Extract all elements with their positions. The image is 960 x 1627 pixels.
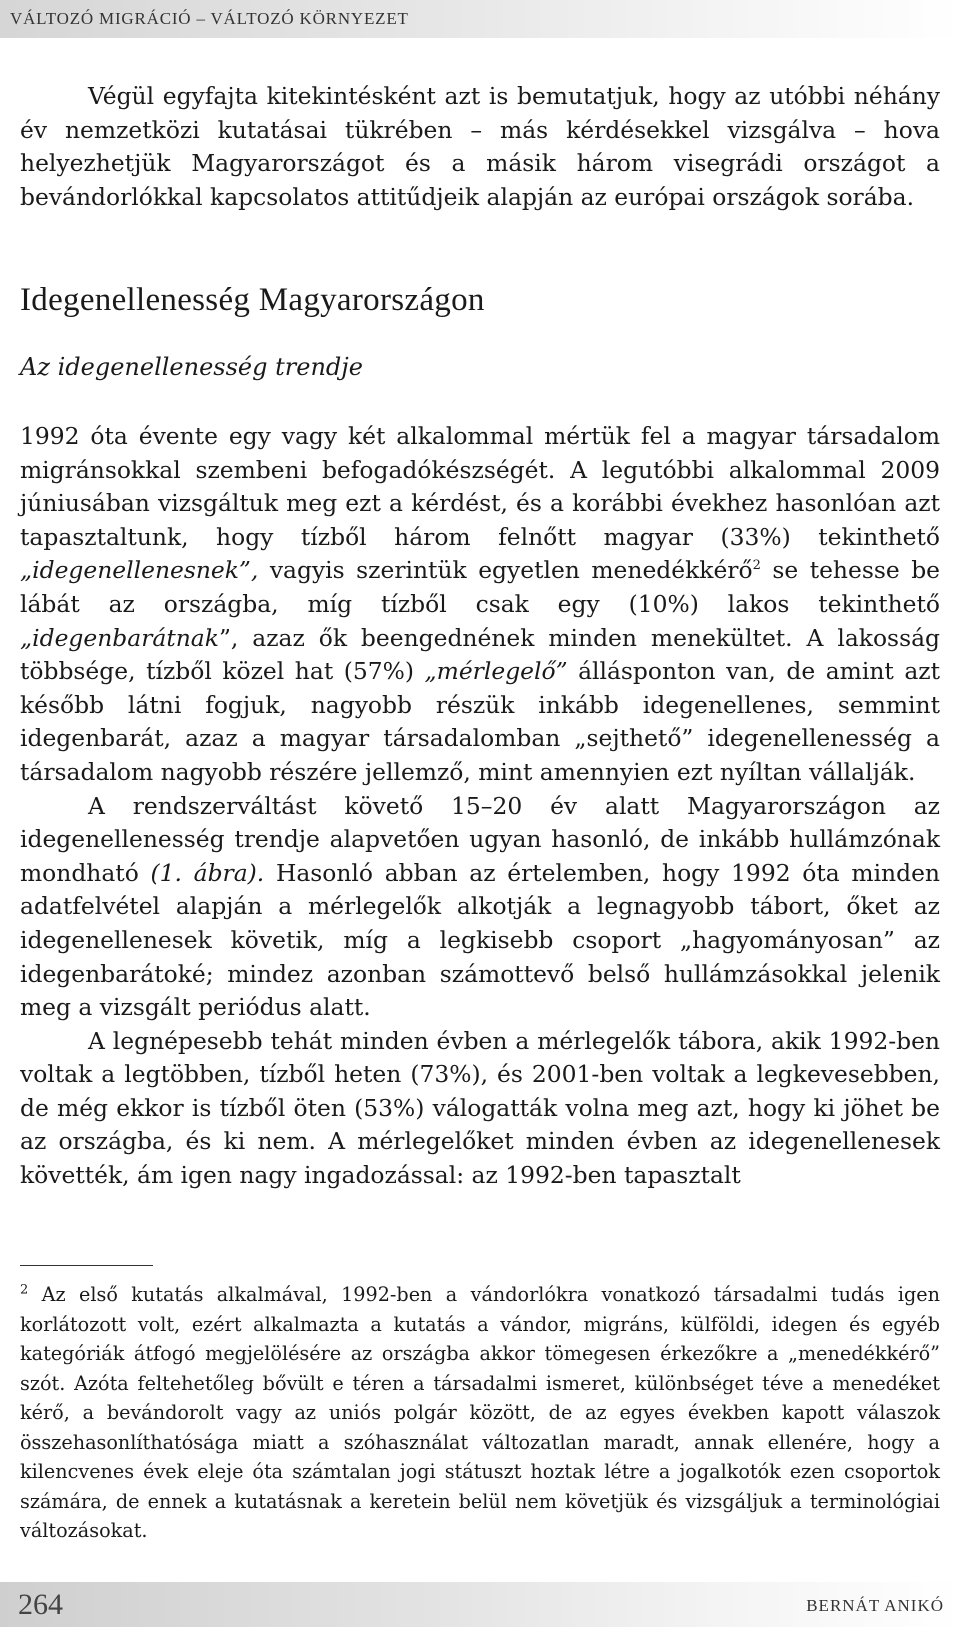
footnote-divider bbox=[20, 1265, 153, 1266]
body-text bbox=[20, 420, 940, 1193]
page-body bbox=[20, 80, 941, 1190]
footnote bbox=[20, 1280, 940, 1546]
footnote-text: Az első kutatás alkalmával, 1992-ben a vándorlókra vonatkozó társadalmi tudás igen korlátozott volt, ezért alkalmazta a kutatás a vándor, migráns, külföldi, idegen és egyéb kategóriák átfogó megjelölésére az országba akkor tömegesen érkezőkre a „menedékkérő” szót. Azóta feltehetőleg bővült e téren a társadalmi ismeret, különbséget téve a menedéket kérő, a bevándorolt vagy az uniós polgár között, de az egyes években kapott válaszok összehasonlíthatósága miatt a szóhasználat változatlan maradt, annak ellenére, hogy a kilencvenes évek eleje óta számtalan jogi státuszt hoztak létre a jogalkotók ezen csoportok számára, de ennek a kutatásnak a keretein belül nem követjük és vizsgáljuk a terminológiai változásokat. bbox=[20, 1283, 941, 1542]
intro-paragraph: Végül egyfajta kitekintésként azt is bemutatjuk, hogy az utóbbi néhány év nemzetközi kutatásai tükrében – más kérdésekkel vizsgálva – hova helyezhetjük Magyarországot és a másik három visegrádi országot a bevándorlókkal kapcsolatos attitűdjeik alapján az európai országok sorába. bbox=[20, 82, 940, 211]
running-title: VÁLTOZÓ MIGRÁCIÓ – VÁLTOZÓ KÖRNYEZET bbox=[10, 9, 409, 28]
p1-text-c: se tehesse be lábát az országba, míg tízből csak egy (10%) lakos tekinthető bbox=[20, 556, 941, 618]
section-title: Idegenellenesség Magyarországon bbox=[20, 282, 485, 318]
p1-text-a: 1992 óta évente egy vagy két alkalommal mértük fel a magyar társadalom migránsokkal szembeni befogadókészségét. A legutóbbi alkalommal 2009 júniusában vizsgáltuk meg ezt a kérdést, és a korábbi évekhez hasonlóan azt tapasztaltunk, hogy tízből három felnőtt magyar (33%) tekinthető bbox=[20, 422, 940, 551]
p1-text-e: állásponton van, de amint azt később látni fogjuk, nagyobb részük inkább idegenellenes, semmint idegenbarát, azaz a magyar társadalomban „sejthető” idegenellenesség a társadalom nagyobb részére jellemző, mint amennyien ezt nyíltan vállalják. bbox=[20, 657, 940, 786]
p1-text-b: vagyis szerintük egyetlen menedékkérő bbox=[258, 556, 753, 585]
footnote-ref: 2 bbox=[752, 558, 761, 574]
footnote-number: 2 bbox=[20, 1282, 29, 1298]
p2-text-a: A rendszerváltást követő 15–20 év alatt Magyarországon az idegenellenesség trendje alapvetően ugyan hasonló, de inkább hullámzónak mondható bbox=[20, 791, 940, 887]
term-idegenellenes: „idegenellenesnek”, bbox=[20, 556, 259, 585]
running-header bbox=[0, 0, 960, 38]
term-idegenbarat: „idegenbarátnak bbox=[20, 623, 219, 652]
term-merlegelo: „mérlegelő” bbox=[424, 657, 568, 686]
author-name: BERNÁT ANIKÓ bbox=[806, 1596, 944, 1615]
running-footer bbox=[0, 1582, 960, 1627]
page-number: 264 bbox=[18, 1588, 63, 1621]
figure-reference: (1. ábra). bbox=[150, 858, 265, 887]
p2-text-b: Hasonló abban az értelemben, hogy 1992 óta minden adatfelvétel alapján a mérlegelők alkotják a legnagyobb tábort, őket az idegenellenesek követik, míg a legkisebb csoport „hagyományosan” az idegenbarátoké; mindez azonban számottevő belső hullámzásokkal jelenik meg a vizsgált periódus alatt. bbox=[20, 858, 941, 1022]
paragraph-2 bbox=[20, 790, 940, 1025]
section-subtitle: Az idegenellenesség trendje bbox=[20, 353, 363, 381]
p1-text-d: ”, azaz ők beengednének minden menekültet. A lakosság többsége, tízből közel hat (57%) bbox=[20, 623, 940, 686]
paragraph-1 bbox=[20, 420, 940, 790]
paragraph-3: A legnépesebb tehát minden évben a mérlegelők tábora, akik 1992-ben voltak a legtöbben, tízből heten (73%), és 2001-ben voltak a legkevesebben, de még ekkor is tízből öten (53%) válogatták volna meg azt, hogy ki jöhet be az országba, és ki nem. A mérlegelőket minden évben az idegenellenesek követték, ám igen nagy ingadozással: az 1992-ben tapasztalt bbox=[20, 1026, 940, 1190]
